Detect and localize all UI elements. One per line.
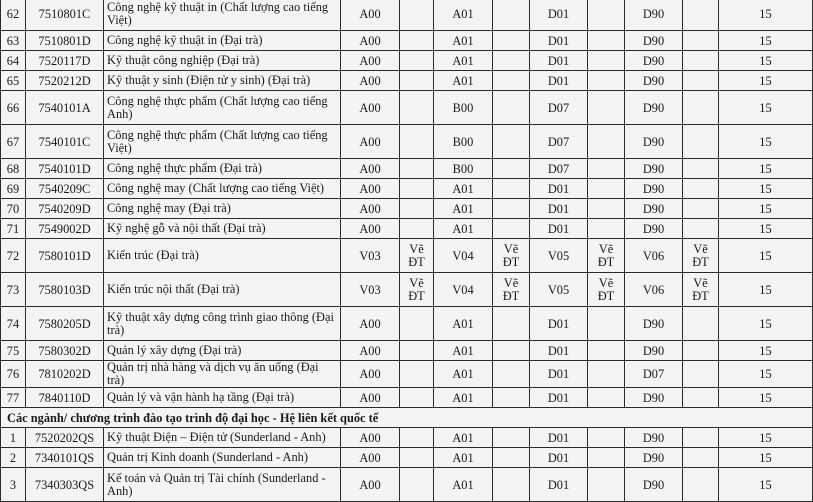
subject-extra-1 [400,0,434,31]
row-index: 2 [1,448,26,468]
row-index: 74 [1,307,26,341]
table-row [1,239,813,273]
subject-extra-2 [493,361,530,388]
table-row [1,0,813,31]
subject-group-2: A01 [434,428,493,448]
quota-value: 15 [719,199,813,219]
subject-group-1: A00 [341,341,400,361]
table-row [1,51,813,71]
subject-group-3: V05 [530,273,588,307]
subject-extra-1: Vẽ ĐT [400,239,434,273]
row-index: 64 [1,51,26,71]
table-row [1,468,813,502]
program-code: 7520212D [26,71,104,91]
subject-extra-4: Vẽ ĐT [683,273,719,307]
program-code: 7520117D [26,51,104,71]
program-code: 7840110D [26,388,104,408]
program-code: 7580103D [26,273,104,307]
table-row [1,388,813,408]
subject-extra-4 [683,71,719,91]
program-name: Quản trị nhà hàng và dịch vụ ăn uống (Đại trà) [104,361,341,388]
row-index: 62 [1,0,26,31]
subject-extra-3 [588,361,625,388]
program-code: 7520202QS [26,428,104,448]
subject-group-1: V03 [341,239,400,273]
subject-extra-2 [493,51,530,71]
row-index: 69 [1,179,26,199]
subject-extra-1 [400,468,434,502]
row-index: 63 [1,31,26,51]
subject-extra-3 [588,31,625,51]
subject-extra-4 [683,91,719,125]
subject-extra-3 [588,468,625,502]
program-name: Công nghệ kỹ thuật in (Chất lượng cao tiếng Việt) [104,0,341,31]
subject-group-1: A00 [341,388,400,408]
row-index: 73 [1,273,26,307]
subject-group-4: D90 [625,91,683,125]
subject-extra-4 [683,179,719,199]
subject-extra-4 [683,219,719,239]
subject-group-3: V05 [530,239,588,273]
subject-group-3: D01 [530,179,588,199]
subject-extra-2 [493,71,530,91]
quota-value: 15 [719,51,813,71]
program-name: Quản lý xây dựng (Đại trà) [104,341,341,361]
quota-value: 15 [719,361,813,388]
subject-group-4: D90 [625,0,683,31]
program-code: 7580205D [26,307,104,341]
subject-group-1: A00 [341,91,400,125]
subject-extra-3 [588,71,625,91]
row-index: 65 [1,71,26,91]
quota-value: 15 [719,125,813,159]
row-index: 68 [1,159,26,179]
subject-group-4: V06 [625,239,683,273]
subject-group-1: A00 [341,428,400,448]
program-code: 7580101D [26,239,104,273]
quota-value: 15 [719,428,813,448]
quota-value: 15 [719,179,813,199]
subject-group-1: A00 [341,179,400,199]
table-row [1,71,813,91]
subject-extra-4: Vẽ ĐT [683,239,719,273]
subject-extra-3 [588,0,625,31]
subject-group-2: A01 [434,468,493,502]
table-row [1,31,813,51]
subject-group-1: A00 [341,71,400,91]
subject-group-2: B00 [434,159,493,179]
program-code: 7540101A [26,91,104,125]
subject-group-4: V06 [625,273,683,307]
subject-extra-1 [400,91,434,125]
subject-group-2: A01 [434,448,493,468]
program-code: 7549002D [26,219,104,239]
row-index: 66 [1,91,26,125]
program-name: Kỹ thuật xây dựng công trình giao thông (Đại trà) [104,307,341,341]
table-row [1,179,813,199]
program-name: Kỹ nghệ gỗ và nội thất (Đại trà) [104,219,341,239]
table-row [1,428,813,448]
quota-value: 15 [719,388,813,408]
quota-value: 15 [719,219,813,239]
table-row [1,307,813,341]
row-index: 71 [1,219,26,239]
subject-group-3: D07 [530,125,588,159]
subject-extra-4 [683,428,719,448]
quota-value: 15 [719,341,813,361]
program-code: 7340101QS [26,448,104,468]
program-code: 7510801C [26,0,104,31]
subject-extra-1 [400,179,434,199]
subject-group-4: D90 [625,468,683,502]
subject-extra-2 [493,341,530,361]
program-name: Công nghệ thực phẩm (Chất lượng cao tiếng Việt) [104,125,341,159]
program-name: Công nghệ thực phẩm (Đại trà) [104,159,341,179]
subject-group-4: D90 [625,388,683,408]
row-index: 3 [1,468,26,502]
program-name: Kiến trúc nội thất (Đại trà) [104,273,341,307]
quota-value: 15 [719,159,813,179]
subject-extra-3 [588,307,625,341]
program-code: 7510801D [26,31,104,51]
subject-extra-3 [588,125,625,159]
subject-group-1: A00 [341,307,400,341]
subject-group-2: V04 [434,273,493,307]
table-body [1,0,813,502]
subject-extra-3 [588,219,625,239]
subject-group-3: D01 [530,51,588,71]
table-row [1,341,813,361]
subject-group-2: A01 [434,219,493,239]
subject-extra-3 [588,199,625,219]
subject-extra-2 [493,31,530,51]
subject-group-3: D01 [530,199,588,219]
subject-group-4: D90 [625,125,683,159]
subject-extra-1: Vẽ ĐT [400,273,434,307]
subject-group-3: D01 [530,468,588,502]
subject-group-1: A00 [341,468,400,502]
program-name: Công nghệ may (Đại trà) [104,199,341,219]
subject-extra-4 [683,159,719,179]
subject-group-1: A00 [341,199,400,219]
table-row [1,361,813,388]
subject-group-4: D90 [625,159,683,179]
table-row [1,199,813,219]
subject-group-1: V03 [341,273,400,307]
subject-extra-1 [400,219,434,239]
subject-group-1: A00 [341,51,400,71]
program-code: 7810202D [26,361,104,388]
quota-value: 15 [719,468,813,502]
subject-extra-4 [683,341,719,361]
program-name: Kế toán và Quản trị Tài chính (Sunderland - Anh) [104,468,341,502]
subject-group-1: A00 [341,219,400,239]
subject-extra-3: Vẽ ĐT [588,273,625,307]
section-heading-row [1,408,813,428]
program-code: 7340303QS [26,468,104,502]
subject-group-1: A00 [341,125,400,159]
subject-extra-2 [493,428,530,448]
subject-extra-2 [493,125,530,159]
program-name: Kiến trúc (Đại trà) [104,239,341,273]
program-name: Kỹ thuật Điện – Điện tử (Sunderland - Anh) [104,428,341,448]
subject-group-3: D07 [530,159,588,179]
subject-group-3: D01 [530,0,588,31]
program-name: Kỹ thuật y sinh (Điện tử y sinh) (Đại trà) [104,71,341,91]
subject-group-3: D01 [530,448,588,468]
row-index: 67 [1,125,26,159]
subject-group-3: D07 [530,91,588,125]
subject-group-4: D90 [625,31,683,51]
quota-value: 15 [719,307,813,341]
subject-extra-3 [588,51,625,71]
subject-group-2: A01 [434,31,493,51]
quota-value: 15 [719,273,813,307]
quota-value: 15 [719,239,813,273]
subject-group-3: D01 [530,361,588,388]
subject-group-1: A00 [341,448,400,468]
subject-group-4: D07 [625,361,683,388]
subject-group-2: A01 [434,51,493,71]
subject-extra-2 [493,307,530,341]
subject-extra-2 [493,219,530,239]
subject-group-4: D90 [625,199,683,219]
subject-group-3: D01 [530,71,588,91]
subject-group-2: A01 [434,71,493,91]
subject-extra-2 [493,468,530,502]
subject-group-3: D01 [530,428,588,448]
subject-group-2: A01 [434,0,493,31]
subject-group-4: D90 [625,307,683,341]
subject-extra-2 [493,91,530,125]
subject-extra-3 [588,179,625,199]
subject-group-2: A01 [434,341,493,361]
subject-extra-3 [588,341,625,361]
subject-extra-4 [683,448,719,468]
subject-extra-2 [493,179,530,199]
subject-extra-4 [683,31,719,51]
subject-extra-4 [683,468,719,502]
subject-group-4: D90 [625,448,683,468]
subject-extra-1 [400,51,434,71]
subject-extra-2: Vẽ ĐT [493,273,530,307]
quota-value: 15 [719,448,813,468]
program-name: Công nghệ kỹ thuật in (Đại trà) [104,31,341,51]
row-index: 76 [1,361,26,388]
table-row [1,448,813,468]
subject-group-3: D01 [530,388,588,408]
subject-extra-1 [400,159,434,179]
program-name: Kỹ thuật công nghiệp (Đại trà) [104,51,341,71]
subject-group-1: A00 [341,361,400,388]
subject-group-4: D90 [625,71,683,91]
section-heading: Các ngành/ chương trình đào tạo trình độ đại học - Hệ liên kết quốc tế [1,408,813,428]
subject-extra-4 [683,199,719,219]
table-row [1,159,813,179]
row-index: 75 [1,341,26,361]
subject-group-2: V04 [434,239,493,273]
subject-extra-3 [588,448,625,468]
subject-group-3: D01 [530,31,588,51]
subject-group-2: A01 [434,388,493,408]
subject-extra-3 [588,91,625,125]
subject-extra-4 [683,125,719,159]
subject-extra-2 [493,448,530,468]
program-name: Công nghệ thực phẩm (Chất lượng cao tiếng Anh) [104,91,341,125]
subject-extra-4 [683,388,719,408]
quota-value: 15 [719,71,813,91]
subject-extra-2 [493,159,530,179]
subject-extra-2 [493,199,530,219]
subject-group-2: A01 [434,199,493,219]
subject-group-4: D90 [625,219,683,239]
subject-extra-1 [400,31,434,51]
subject-extra-1 [400,307,434,341]
subject-extra-3 [588,159,625,179]
subject-group-2: A01 [434,307,493,341]
program-code: 7540209D [26,199,104,219]
quota-value: 15 [719,91,813,125]
program-name: Quản lý và vận hành hạ tầng (Đại trà) [104,388,341,408]
subject-group-3: D01 [530,341,588,361]
table-row [1,91,813,125]
program-code: 7580302D [26,341,104,361]
subject-group-4: D90 [625,51,683,71]
subject-extra-1 [400,448,434,468]
subject-extra-1 [400,341,434,361]
quota-value: 15 [719,0,813,31]
subject-extra-1 [400,428,434,448]
table-row [1,219,813,239]
program-code: 7540101C [26,125,104,159]
program-name: Quản trị Kinh doanh (Sunderland - Anh) [104,448,341,468]
row-index: 72 [1,239,26,273]
subject-extra-3 [588,388,625,408]
subject-group-3: D01 [530,219,588,239]
program-code: 7540209C [26,179,104,199]
subject-extra-1 [400,125,434,159]
program-code: 7540101D [26,159,104,179]
subject-extra-2 [493,0,530,31]
subject-group-1: A00 [341,0,400,31]
subject-extra-2 [493,388,530,408]
subject-extra-1 [400,199,434,219]
subject-group-4: D90 [625,341,683,361]
subject-group-2: B00 [434,125,493,159]
subject-extra-3 [588,428,625,448]
subject-extra-4 [683,0,719,31]
subject-group-3: D01 [530,307,588,341]
row-index: 1 [1,428,26,448]
subject-group-2: B00 [434,91,493,125]
subject-extra-2: Vẽ ĐT [493,239,530,273]
program-name: Công nghệ may (Chất lượng cao tiếng Việt) [104,179,341,199]
subject-group-2: A01 [434,361,493,388]
subject-group-4: D90 [625,179,683,199]
subject-group-1: A00 [341,31,400,51]
quota-value: 15 [719,31,813,51]
subject-group-4: D90 [625,428,683,448]
subject-extra-1 [400,388,434,408]
subject-extra-4 [683,361,719,388]
subject-extra-4 [683,307,719,341]
table-row [1,273,813,307]
table-row [1,125,813,159]
row-index: 70 [1,199,26,219]
subject-extra-4 [683,51,719,71]
subject-extra-3: Vẽ ĐT [588,239,625,273]
subject-extra-1 [400,71,434,91]
subject-extra-1 [400,361,434,388]
row-index: 77 [1,388,26,408]
subject-group-1: A00 [341,159,400,179]
subject-group-2: A01 [434,179,493,199]
